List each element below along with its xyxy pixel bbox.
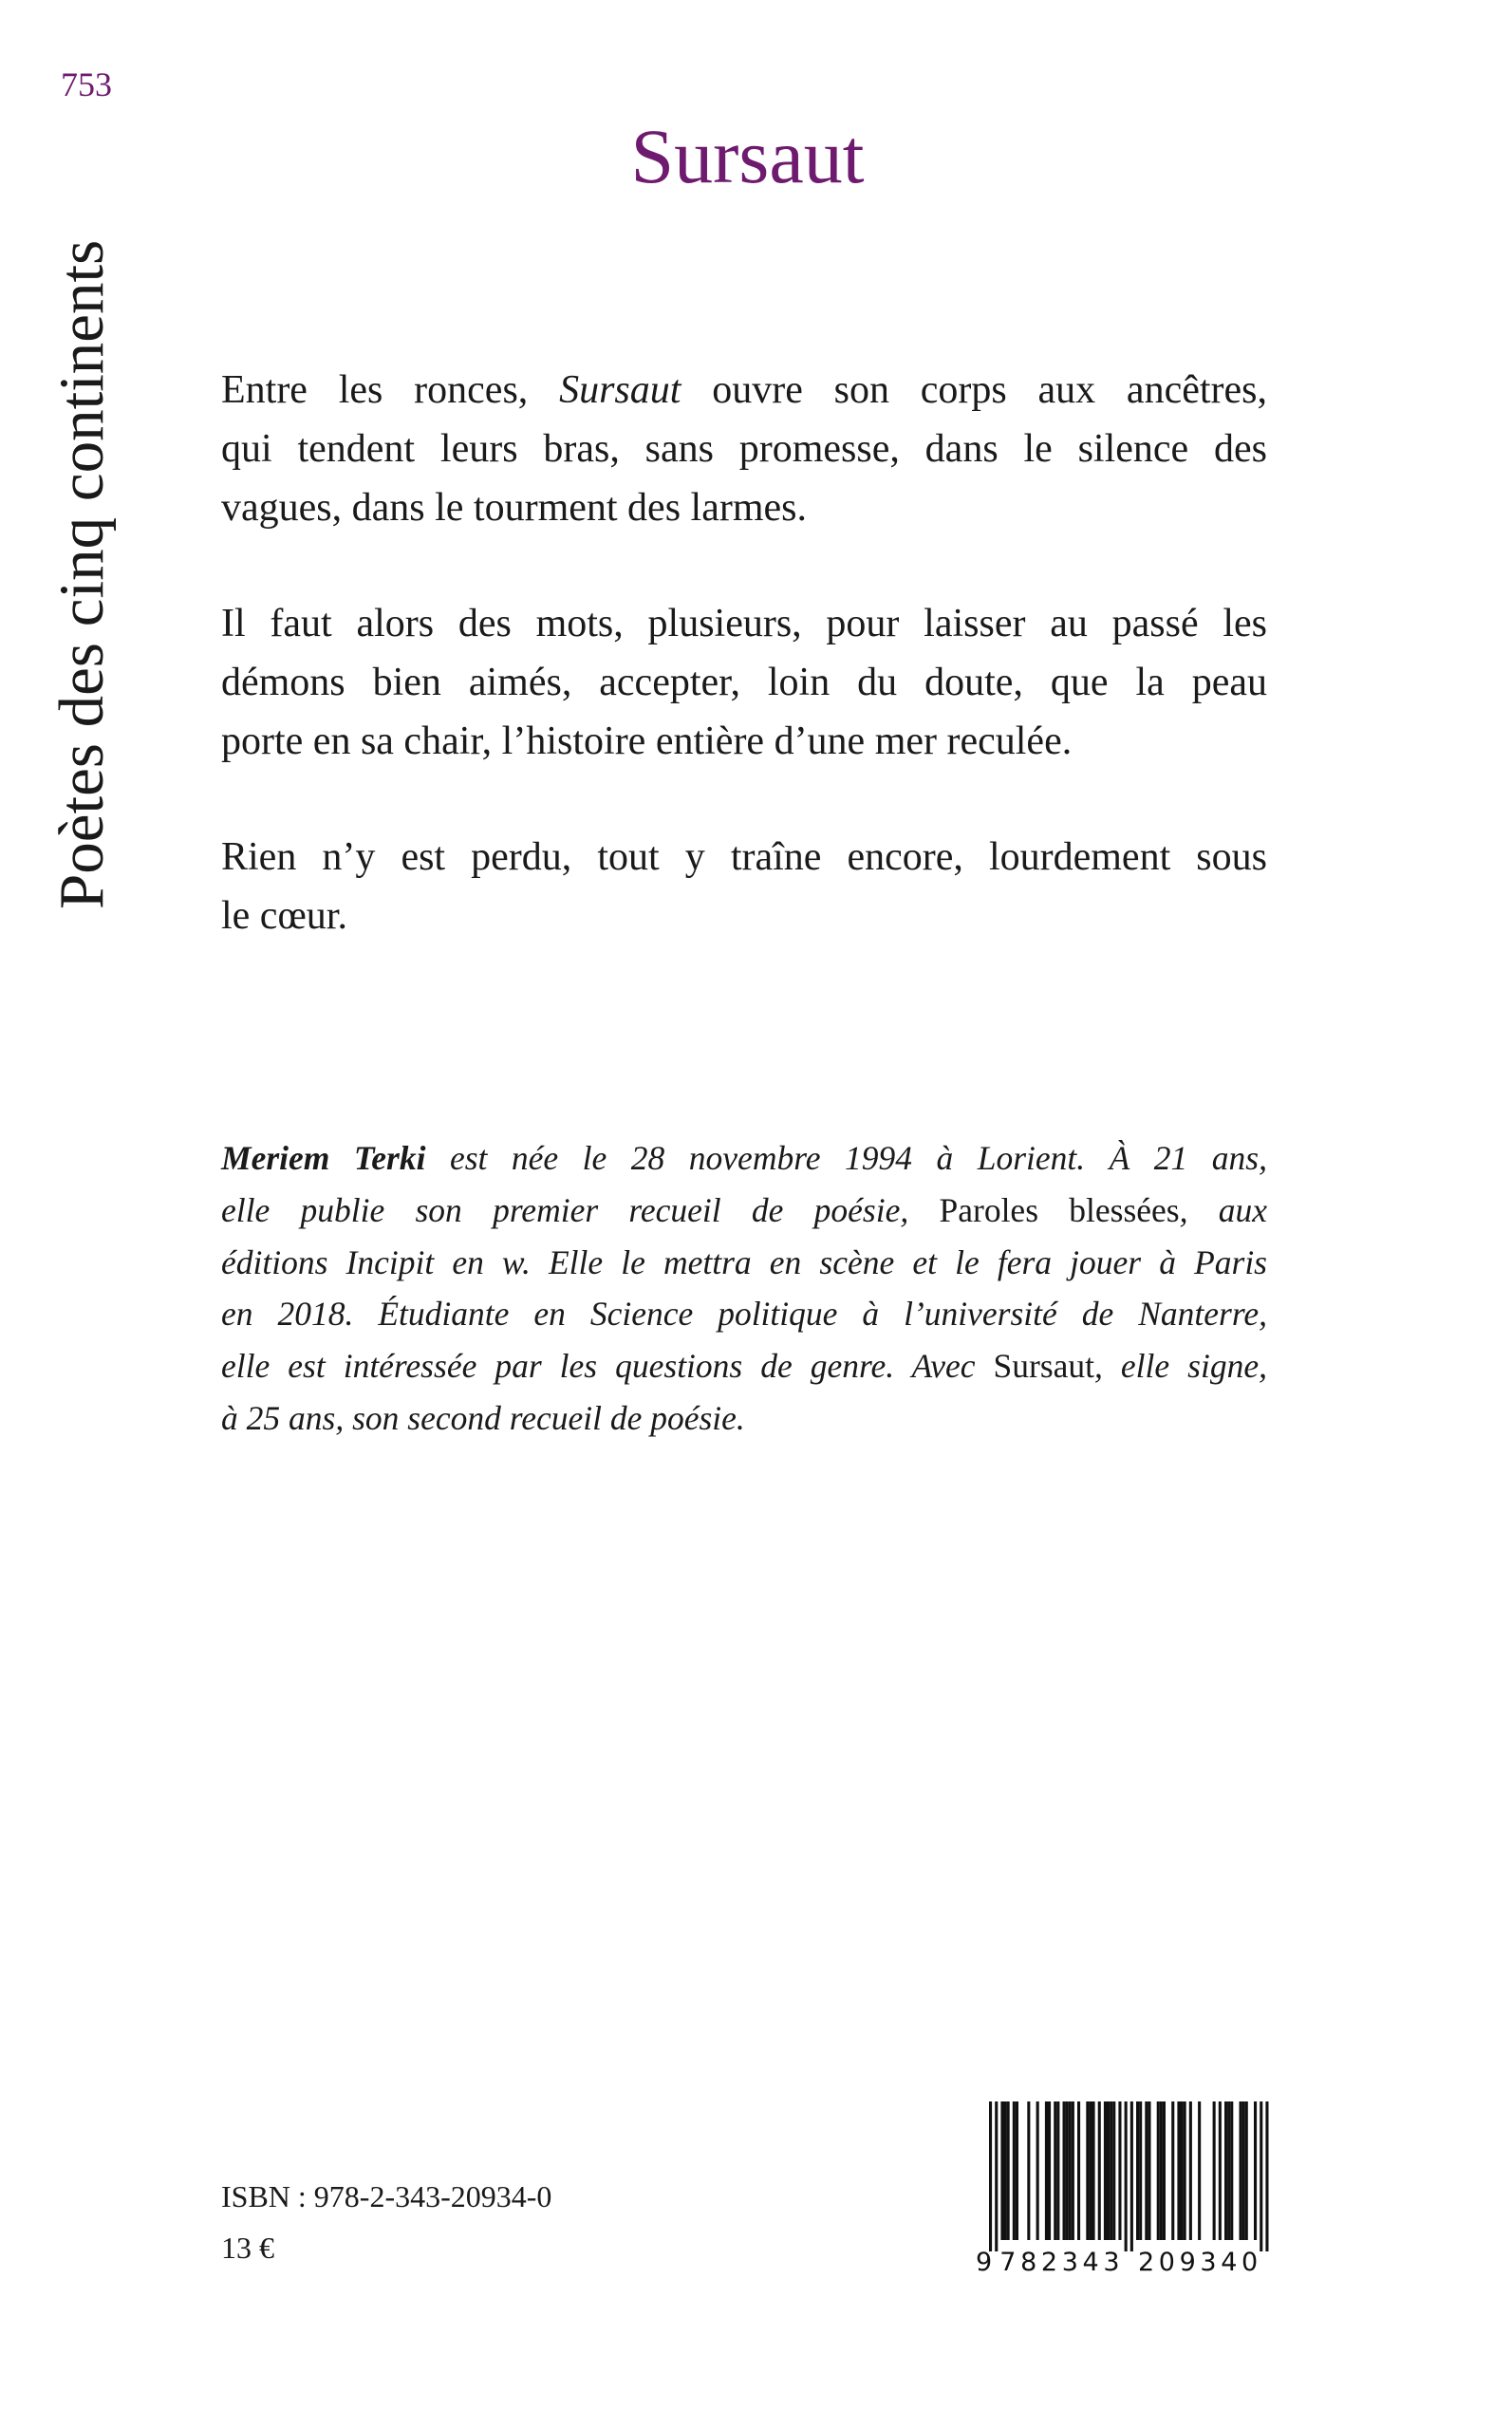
bio-line <box>221 1137 1267 1179</box>
barcode-bar <box>1077 2101 1080 2240</box>
blurb-line: démons bien aimés, accepter, loin du doute, que la peau <box>221 661 1267 704</box>
barcode-bar <box>1157 2101 1160 2240</box>
text: Entre les ronces, <box>221 368 560 412</box>
text: est née le 28 novembre 1994 à Lorient. À 21 ans, <box>425 1139 1267 1177</box>
book-title: Sursaut <box>630 113 865 199</box>
series-name-vertical: Poètes des cinq continents <box>47 239 117 909</box>
barcode-bar <box>1110 2101 1112 2240</box>
barcode-bar <box>1145 2101 1148 2240</box>
text: , aux <box>1179 1191 1267 1229</box>
barcode-bar <box>1163 2101 1166 2240</box>
barcode-bar <box>1260 2101 1262 2251</box>
barcode-bar <box>1245 2101 1248 2240</box>
blurb-line <box>221 366 1267 414</box>
barcode-bar <box>1254 2101 1257 2240</box>
barcode-bar <box>1104 2101 1107 2240</box>
blurb-line: le cœur. <box>221 894 347 938</box>
author-name: Meriem Terki <box>221 1139 426 1177</box>
barcode-bar <box>1219 2101 1222 2240</box>
barcode-bar <box>1004 2101 1007 2240</box>
barcode-bar <box>1000 2101 1003 2240</box>
barcode-bar <box>1007 2101 1010 2240</box>
barcode-bar <box>1160 2101 1163 2240</box>
barcode-bar <box>1107 2101 1110 2240</box>
bio-line: à 25 ans, son second recueil de poésie. <box>221 1399 745 1437</box>
barcode-bar <box>1130 2101 1133 2251</box>
barcode-bar <box>1184 2101 1186 2240</box>
barcode-bar <box>1125 2101 1128 2251</box>
blurb-line: qui tendent leurs bras, sans promesse, dans le silence des <box>221 427 1267 471</box>
title-ref: Paroles blessées <box>939 1191 1180 1229</box>
barcode-bar <box>1086 2101 1089 2240</box>
bio-line <box>221 1189 1267 1231</box>
isbn: ISBN : 978-2-343-20934-0 <box>221 2179 552 2213</box>
barcode-bar <box>1240 2101 1242 2240</box>
barcode-bar <box>1112 2101 1115 2240</box>
barcode-bar <box>1148 2101 1150 2240</box>
barcode-bar <box>1027 2101 1030 2240</box>
blurb-line: porte en sa chair, l’histoire entière d’une mer reculée. <box>221 719 1073 763</box>
barcode-bar <box>1136 2101 1139 2240</box>
blurb-line: vagues, dans le tourment des larmes. <box>221 486 807 530</box>
barcode-bar <box>1048 2101 1051 2240</box>
barcode-bar <box>1213 2101 1216 2240</box>
barcode-bar <box>1056 2101 1059 2240</box>
barcode-bar <box>1198 2101 1201 2240</box>
blurb-line: Rien n’y est perdu, tout y traîne encore, lourdement sous <box>221 835 1267 879</box>
barcode-bar <box>1089 2101 1092 2240</box>
barcode-bar <box>1066 2101 1069 2240</box>
barcode-bar <box>989 2101 992 2251</box>
barcode-digits: 9 <box>976 2248 993 2274</box>
barcode-bar <box>1242 2101 1245 2240</box>
bio-line: éditions Incipit en w. Elle le mettra en scène et le fera jouer à Paris <box>221 1243 1267 1281</box>
barcode-bar <box>1036 2101 1039 2240</box>
barcode-bar <box>1054 2101 1056 2240</box>
barcode-bar <box>1118 2101 1121 2240</box>
barcode-bar <box>1013 2101 1016 2240</box>
price: 13 € <box>221 2231 274 2265</box>
barcode-bar <box>1139 2101 1142 2240</box>
barcode-bar <box>1072 2101 1074 2240</box>
text: elle est intéressée par les questions de genre. Avec <box>221 1347 994 1385</box>
series-number: 753 <box>61 65 112 103</box>
barcode <box>976 2100 1272 2274</box>
text: ouvre son corps aux ancêtres, <box>681 368 1267 412</box>
barcode-bar <box>1045 2101 1048 2240</box>
barcode-bar <box>1063 2101 1066 2240</box>
barcode-bar <box>1224 2101 1227 2240</box>
barcode-bar <box>1230 2101 1233 2240</box>
bio-line: en 2018. Étudiante en Science politique à l’université de Nanterre, <box>221 1295 1267 1333</box>
barcode-bar <box>1171 2101 1174 2240</box>
title-ref: Sursaut <box>559 368 681 412</box>
blurb-line: Il faut alors des mots, plusieurs, pour laisser au passé les <box>221 602 1267 645</box>
barcode-bar <box>1181 2101 1184 2240</box>
barcode-digits: 782343 <box>999 2248 1120 2274</box>
barcode-bar <box>1016 2101 1018 2240</box>
barcode-bar <box>1265 2101 1268 2251</box>
barcode-digits: 209340 <box>1138 2248 1259 2274</box>
barcode-bar <box>1189 2101 1192 2240</box>
barcode-bar <box>1177 2101 1180 2240</box>
title-ref: Sursaut <box>993 1347 1095 1385</box>
barcode-bar <box>1092 2101 1095 2240</box>
bio-line <box>221 1345 1267 1387</box>
barcode-bar <box>1069 2101 1072 2240</box>
text: , elle signe, <box>1094 1347 1267 1385</box>
barcode-bar <box>1227 2101 1230 2240</box>
text: elle publie son premier recueil de poésie, <box>221 1191 940 1229</box>
barcode-bar <box>1098 2101 1101 2240</box>
barcode-bar <box>995 2101 998 2251</box>
